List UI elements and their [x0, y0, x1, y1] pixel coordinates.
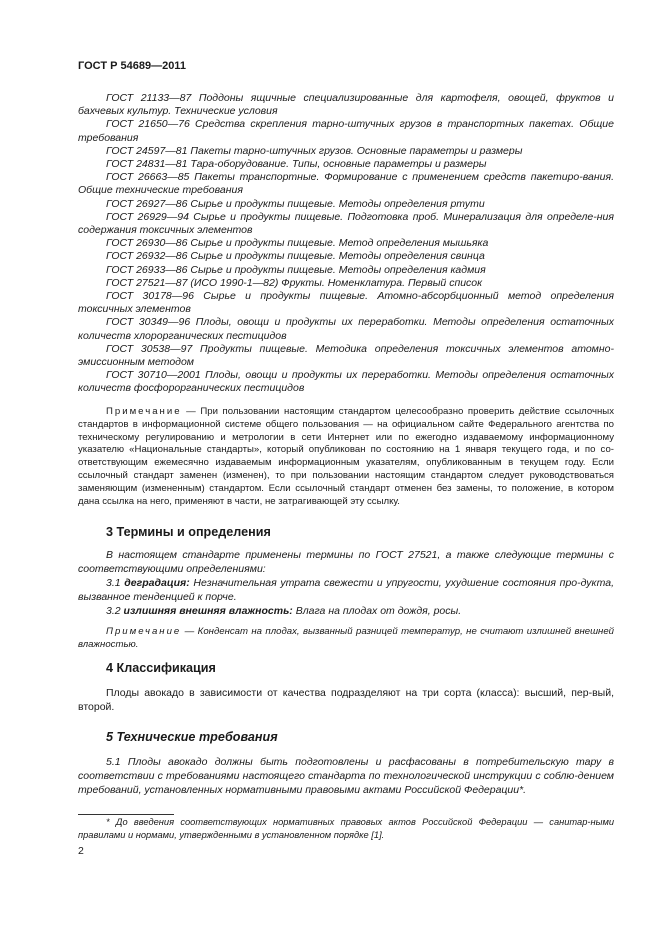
- section-4-text: Плоды авокадо в зависимости от качества подразделяют на три сорта (класса): высший, пер-вый, второй.: [78, 687, 614, 713]
- section-4-title: 4 Классификация: [106, 661, 216, 675]
- reference-item: ГОСТ 21133—87 Поддоны ящичные специализированные для картофеля, овощей, фруктов и бахчевых культур. Технические условия: [78, 92, 614, 118]
- section-3: [78, 524, 614, 652]
- reference-item: ГОСТ 27521—87 (ИСО 1990-1—82) Фрукты. Номенклатура. Первый список: [106, 276, 483, 289]
- reference-item: ГОСТ 24831—81 Тара-оборудование. Типы, основные параметры и размеры: [106, 158, 487, 171]
- term-3-2: 3.2 излишняя внешняя влажность: Влага на плодах от дождя, росы.: [106, 605, 462, 617]
- section-5: [78, 729, 614, 797]
- reference-item: ГОСТ 24597—81 Пакеты тарно-штучных грузов. Основные параметры и размеры: [106, 144, 523, 157]
- section-5-title: 5 Технические требования: [106, 730, 278, 744]
- reference-item: ГОСТ 26930—86 Сырье и продукты пищевые. Метод определения мышьяка: [106, 237, 489, 250]
- reference-item: ГОСТ 30178—96 Сырье и продукты пищевые. Атомно-абсорбционный метод определения токсичных элементов: [78, 290, 614, 316]
- reference-item: ГОСТ 26929—94 Сырье и продукты пищевые. Подготовка проб. Минерализация для определе-ния содержания токсичных элементов: [78, 210, 614, 237]
- reference-item: ГОСТ 30349—96 Плоды, овощи и продукты их переработки. Методы определения остаточных количеств хлорорганических пестицидов: [78, 316, 614, 342]
- term-3-1: 3.1 деградация: Незначительная утрата свежести и упругости, ухудшение состояния про-дукта, вызванное тенденцией к порче.: [78, 577, 615, 603]
- term-3-2-definition: Влага на плодах от дождя, росы.: [295, 605, 462, 617]
- references-note: [78, 406, 614, 508]
- reference-item: ГОСТ 26933—86 Сырье и продукты пищевые. Методы определения кадмия: [106, 263, 486, 276]
- reference-item: ГОСТ 26927—86 Сырье и продукты пищевые. Методы определения ртути: [106, 197, 485, 210]
- note-text: — Конденсат на плодах, вызванный разницей температур, не считают излишней внешней влажностью.: [78, 626, 614, 650]
- term-3-1-definition: Незначительная утрата свежести и упругости, ухудшение состояния про-дукта, вызванное тенденцией к порче.: [78, 577, 615, 603]
- reference-item: ГОСТ 30710—2001 Плоды, овощи и продукты их переработки. Методы определения остаточных количеств фосфорорганических пестицидов: [78, 369, 614, 395]
- footnote-separator: [78, 814, 174, 815]
- reference-item: ГОСТ 26932—86 Сырье и продукты пищевые. Методы определения свинца: [106, 250, 485, 263]
- page-number: 2: [78, 845, 84, 857]
- note-label: Примечание: [106, 626, 182, 637]
- reference-item: ГОСТ 21650—76 Средства скрепления тарно-штучных грузов в транспортных пакетах. Общие требования: [78, 118, 614, 144]
- term-3-2-name: излишняя внешняя влажность:: [123, 605, 293, 617]
- reference-item: ГОСТ 26663—85 Пакеты транспортные. Формирование с применением средств пакетиро-вания. Общие технические требования: [78, 171, 614, 197]
- note-label: Примечание: [106, 406, 182, 417]
- footnote: * До введения соответствующих нормативных правовых актов Российской Федерации — санитар-ными правилами и нормами, утвержденными в установленном порядке [1].: [78, 817, 614, 840]
- document-header: ГОСТ Р 54689—2011: [78, 60, 186, 72]
- section-5-text: 5.1 Плоды авокадо должны быть подготовлены и расфасованы в потребительскую тару в соответствии с требованиями настоящего стандарта по технологической инструкции с соблю-дением требований, установленных нормативными правовыми актами Российской Федерации*.: [78, 756, 614, 796]
- section-4: [78, 660, 614, 714]
- section-3-intro: В настоящем стандарте применены термины по ГОСТ 27521, а также следующие термины с соответствующими определениями:: [78, 549, 614, 575]
- term-3-1-name: деградация:: [124, 577, 190, 589]
- reference-item: ГОСТ 30538—97 Продукты пищевые. Методика определения токсичных элементов атомно-эмиссионным методом: [78, 342, 614, 369]
- note-text: — При пользовании настоящим стандартом целесообразно проверить действие ссылочных стандартов в информационной системе общего пользования — на официальном сайте Федерального агентства по техническому регулированию и метрологии в сети Интернет или по ежегодно издаваемому информационному указателю «Национальные стандарты», который опубликован по состоянию на 1 января текущего года, и по со-ответствующим ежемесячно издаваемым информационным указателям, опубликованным в текущем году. Если ссылочный стандарт заменен (изменен), то при пользовании настоящим стандартом следует руководствоваться заменяющим (измененным) стандартом. Если ссылочный стандарт отменен без замены, то положение, в котором дана ссылка на него, применяют в части, не затрагивающей эту ссылку.: [78, 406, 614, 507]
- normative-references-list: [78, 92, 614, 396]
- section-3-title: 3 Термины и определения: [106, 525, 271, 539]
